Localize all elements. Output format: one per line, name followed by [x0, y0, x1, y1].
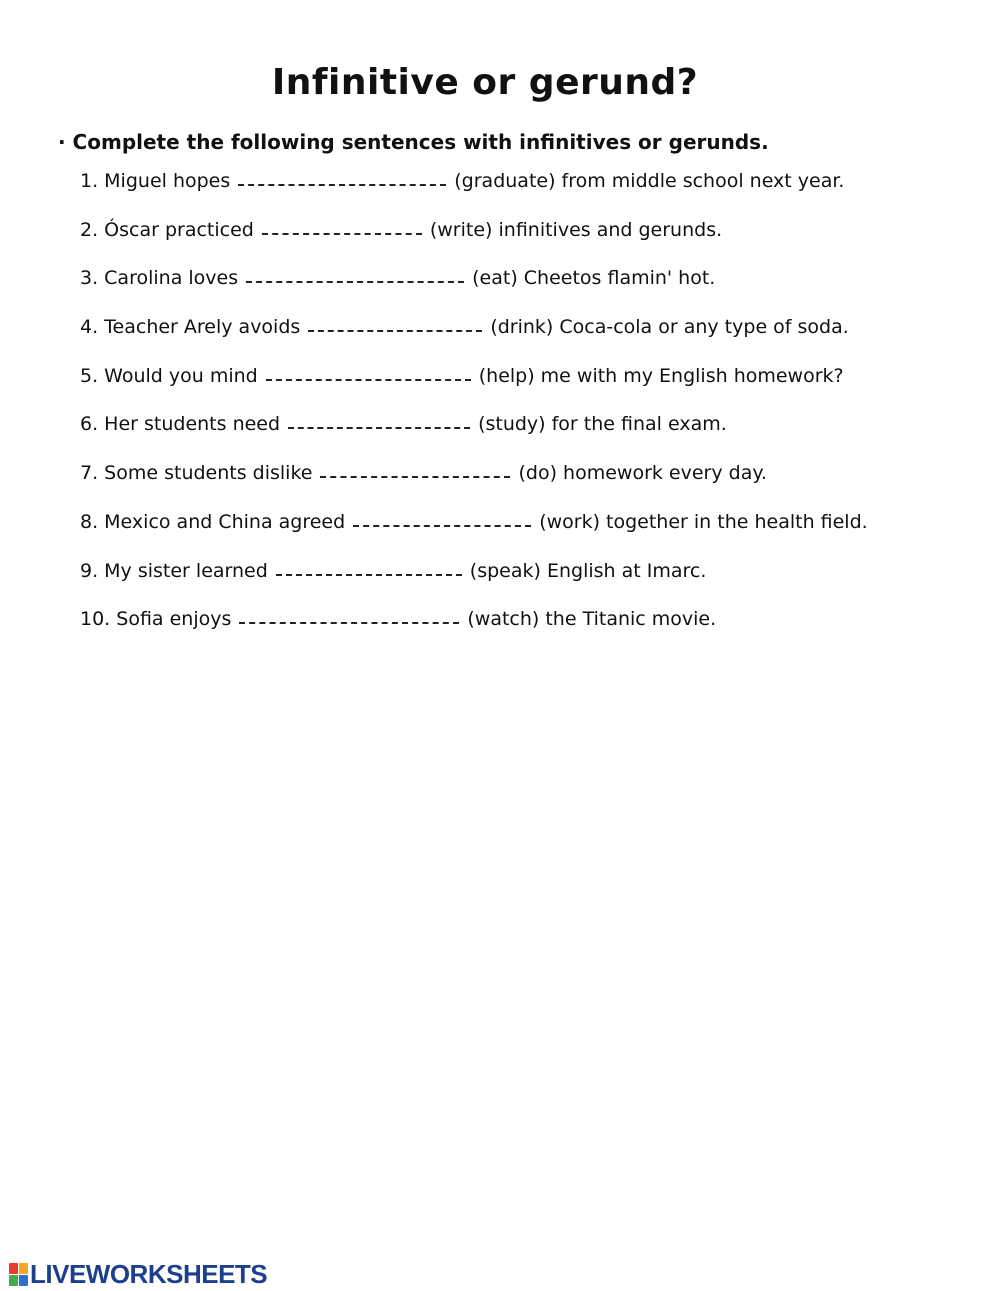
answer-blank-6[interactable] [288, 413, 470, 429]
liveworksheets-logo[interactable] [9, 1259, 267, 1290]
sentence-text-before: 1. Miguel hopes [80, 170, 231, 192]
logo-text: LIVEWORKSHEETS [30, 1259, 268, 1289]
sentence-text-after: (do) homework every day. [518, 462, 767, 485]
logo-square-orange [19, 1263, 28, 1274]
sentence-text-after: (speak) English at Imarc. [469, 559, 707, 582]
instruction-text: · Complete the following sentences with infinitives or gerunds. [58, 130, 769, 154]
sentence-text-after: (write) infinitives and gerunds. [429, 218, 723, 241]
sentence-text-before: 8. Mexico and China agreed [80, 510, 346, 533]
sentence-text-after: (watch) the Titanic movie. [467, 608, 717, 631]
sentence-1 [80, 170, 868, 219]
sentence-8 [80, 511, 868, 560]
sentence-text-before: 9. My sister learned [80, 559, 268, 582]
sentence-text-before: 5. Would you mind [80, 364, 258, 387]
logo-square-blue [19, 1275, 28, 1286]
sentence-text-before: 4. Teacher Arely avoids [80, 316, 301, 339]
sentence-5 [80, 365, 868, 414]
answer-blank-4[interactable] [308, 316, 482, 332]
sentence-list [80, 170, 868, 657]
page-title: Infinitive or gerund? [271, 62, 699, 103]
sentence-7 [80, 462, 868, 511]
logo-square-green [9, 1275, 18, 1286]
sentence-10 [80, 608, 868, 657]
sentence-4 [80, 316, 868, 365]
sentence-text-after: (study) for the final exam. [478, 413, 727, 436]
sentence-text-after: (drink) Coca-cola or any type of soda. [490, 316, 849, 339]
sentence-2 [80, 219, 868, 268]
logo-square-red [9, 1263, 18, 1274]
answer-blank-5[interactable] [266, 365, 471, 381]
sentence-6 [80, 413, 868, 462]
sentence-9 [80, 560, 868, 609]
answer-blank-7[interactable] [320, 462, 510, 478]
answer-blank-1[interactable] [238, 170, 446, 186]
logo-mark-icon [9, 1263, 28, 1286]
answer-blank-10[interactable] [239, 608, 459, 624]
sentence-text-before: 7. Some students dislike [80, 462, 313, 485]
sentence-text-before: 2. Óscar practiced [80, 218, 254, 241]
sentence-text-after: (graduate) from middle school next year. [454, 170, 845, 192]
sentence-3 [80, 267, 868, 316]
answer-blank-2[interactable] [262, 219, 422, 235]
sentence-text-after: (help) me with my English homework? [478, 364, 844, 387]
answer-blank-8[interactable] [353, 511, 531, 527]
sentence-text-before: 6. Her students need [80, 413, 281, 436]
sentence-text-before: 3. Carolina loves [80, 267, 239, 290]
sentence-text-after: (work) together in the health field. [539, 510, 868, 533]
answer-blank-9[interactable] [276, 560, 462, 576]
answer-blank-3[interactable] [246, 267, 464, 283]
sentence-text-before: 10. Sofia enjoys [80, 608, 232, 631]
sentence-text-after: (eat) Cheetos flamin' hot. [472, 267, 716, 290]
